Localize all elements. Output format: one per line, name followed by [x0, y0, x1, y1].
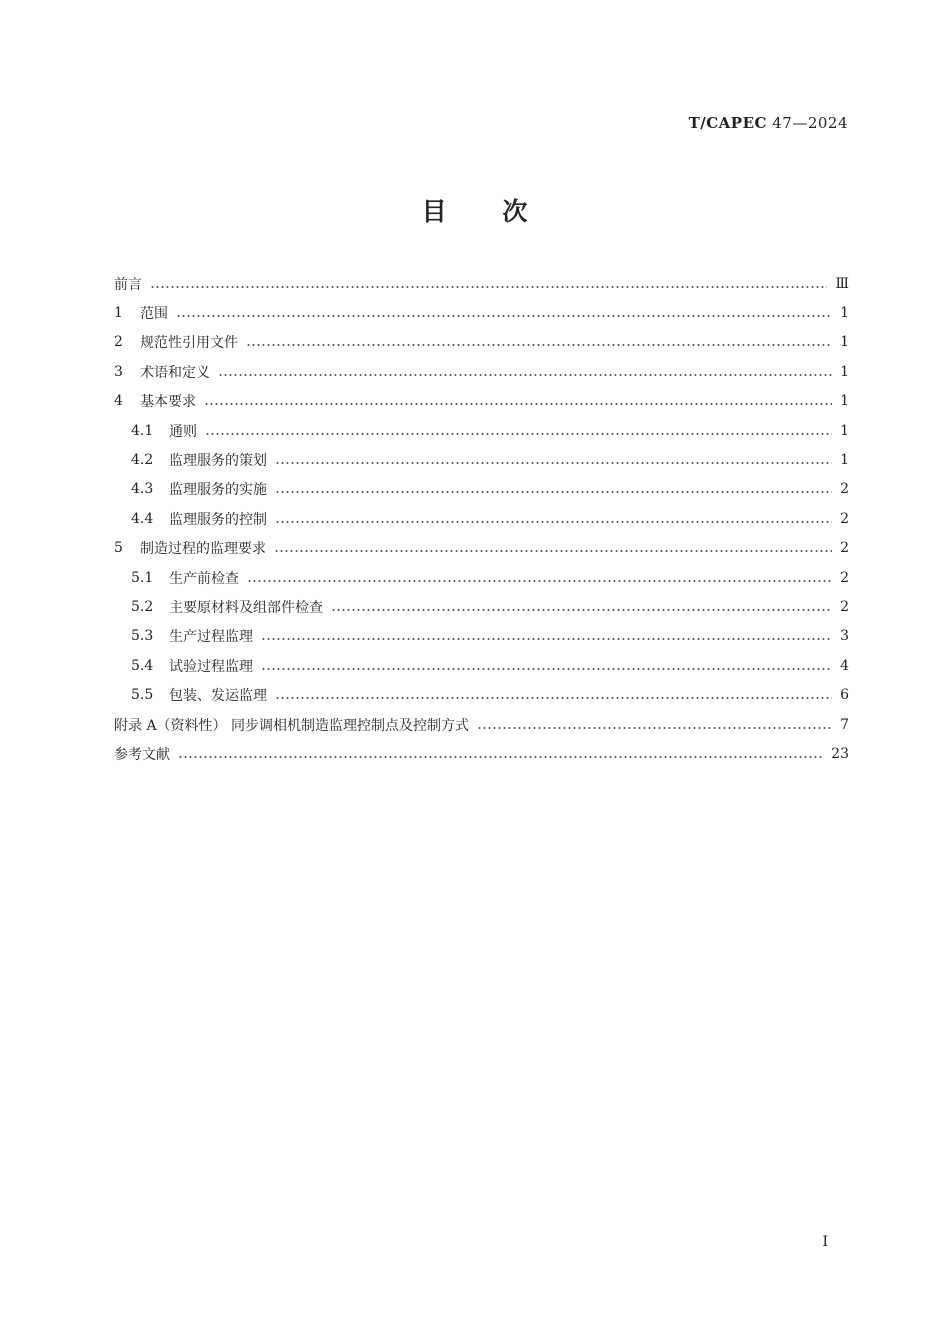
dot-leader: [274, 541, 832, 555]
toc-entry-title: 规范性引用文件: [140, 335, 238, 352]
toc-entry[interactable]: [114, 739, 849, 768]
toc-entry-title: 生产前检查: [169, 570, 239, 587]
toc-entry-title: 基本要求: [140, 394, 196, 411]
toc-entry[interactable]: [114, 622, 849, 651]
dot-leader: [275, 512, 832, 526]
dot-leader: [261, 659, 832, 673]
toc-entry-number: 4.2: [131, 452, 154, 469]
toc-entry-page: 4: [840, 657, 849, 674]
toc-entry-number: 1: [114, 305, 123, 322]
toc-entry-number: 2: [114, 334, 123, 351]
table-of-contents: [114, 269, 849, 769]
toc-entry[interactable]: [114, 475, 849, 504]
toc-entry-title: 参考文献: [114, 746, 170, 763]
toc-entry-page: 1: [840, 363, 849, 380]
toc-entry[interactable]: [114, 445, 849, 474]
toc-entry-title: 生产过程监理: [169, 629, 253, 646]
toc-entry[interactable]: [114, 357, 849, 386]
toc-entry[interactable]: [114, 563, 849, 592]
toc-entry-page: 1: [840, 393, 849, 410]
toc-entry-title: 制造过程的监理要求: [140, 541, 266, 558]
toc-entry-page: 3: [840, 628, 849, 645]
toc-entry-page: Ⅲ: [835, 275, 849, 292]
toc-entry-page: 23: [831, 745, 849, 762]
toc-entry[interactable]: [114, 504, 849, 533]
toc-entry-number: 5.3: [131, 628, 154, 645]
toc-entry-title: 监理服务的策划: [169, 453, 267, 470]
dot-leader: [477, 718, 832, 732]
toc-entry-number: 5: [114, 540, 123, 557]
toc-entry[interactable]: [114, 592, 849, 621]
toc-entry-number: 5.4: [131, 657, 154, 674]
standard-code: [689, 114, 848, 132]
toc-entry-page: 2: [840, 598, 849, 615]
toc-entry-title: 前言: [114, 276, 142, 293]
dot-leader: [275, 453, 832, 467]
toc-entry[interactable]: [114, 328, 849, 357]
dot-leader: [261, 629, 832, 643]
page-title: 目 次: [421, 197, 529, 226]
toc-entry-number: 4.3: [131, 481, 154, 498]
toc-entry[interactable]: [114, 387, 849, 416]
toc-entry-page: 7: [840, 716, 849, 733]
toc-entry-title: 试验过程监理: [169, 658, 253, 675]
toc-entry-page: 6: [840, 687, 849, 704]
dot-leader: [246, 335, 832, 349]
toc-entry-page: 2: [840, 510, 849, 527]
dot-leader: [176, 306, 832, 320]
toc-entry[interactable]: [114, 534, 849, 563]
toc-entry[interactable]: [114, 710, 849, 739]
toc-entry-title: 范围: [140, 306, 168, 323]
toc-entry-title: 监理服务的实施: [169, 482, 267, 499]
toc-entry-page: 2: [840, 481, 849, 498]
dot-leader: [247, 571, 832, 585]
toc-entry-number: 4.4: [131, 510, 154, 527]
dot-leader: [275, 688, 832, 702]
dot-leader: [205, 424, 832, 438]
standard-org: T/CAPEC: [688, 114, 767, 132]
toc-entry-number: 3: [114, 363, 123, 380]
toc-entry-title: 监理服务的控制: [169, 511, 267, 528]
toc-entry-page: 2: [840, 540, 849, 557]
dot-leader: [150, 277, 827, 291]
toc-entry-page: 2: [840, 569, 849, 586]
dot-leader: [218, 365, 832, 379]
toc-entry[interactable]: [114, 680, 849, 709]
toc-entry-page: 1: [840, 305, 849, 322]
toc-entry[interactable]: [114, 416, 849, 445]
toc-entry-title: 术语和定义: [140, 364, 210, 381]
toc-entry-number: 5.2: [131, 598, 154, 615]
toc-entry-number: 4.1: [131, 422, 154, 439]
dot-leader: [178, 747, 823, 761]
toc-entry[interactable]: [114, 269, 849, 298]
dot-leader: [275, 482, 832, 496]
dot-leader: [204, 394, 832, 408]
toc-entry-page: 1: [840, 452, 849, 469]
toc-entry-number: 5.5: [131, 687, 154, 704]
toc-entry-number: 5.1: [131, 569, 154, 586]
toc-entry-title: 通则: [169, 423, 197, 440]
toc-entry-title: 主要原材料及组部件检查: [169, 599, 323, 616]
standard-number: 47—2024: [772, 114, 848, 132]
toc-entry-page: 1: [840, 334, 849, 351]
toc-entry-title: 包装、发运监理: [169, 688, 267, 705]
toc-entry-number: 4: [114, 393, 123, 410]
dot-leader: [331, 600, 832, 614]
page-number: I: [822, 1234, 828, 1250]
toc-entry-page: 1: [840, 422, 849, 439]
toc-entry[interactable]: [114, 298, 849, 327]
toc-entry-title: 附录 A（资料性） 同步调相机制造监理控制点及控制方式: [114, 717, 470, 734]
toc-entry[interactable]: [114, 651, 849, 680]
